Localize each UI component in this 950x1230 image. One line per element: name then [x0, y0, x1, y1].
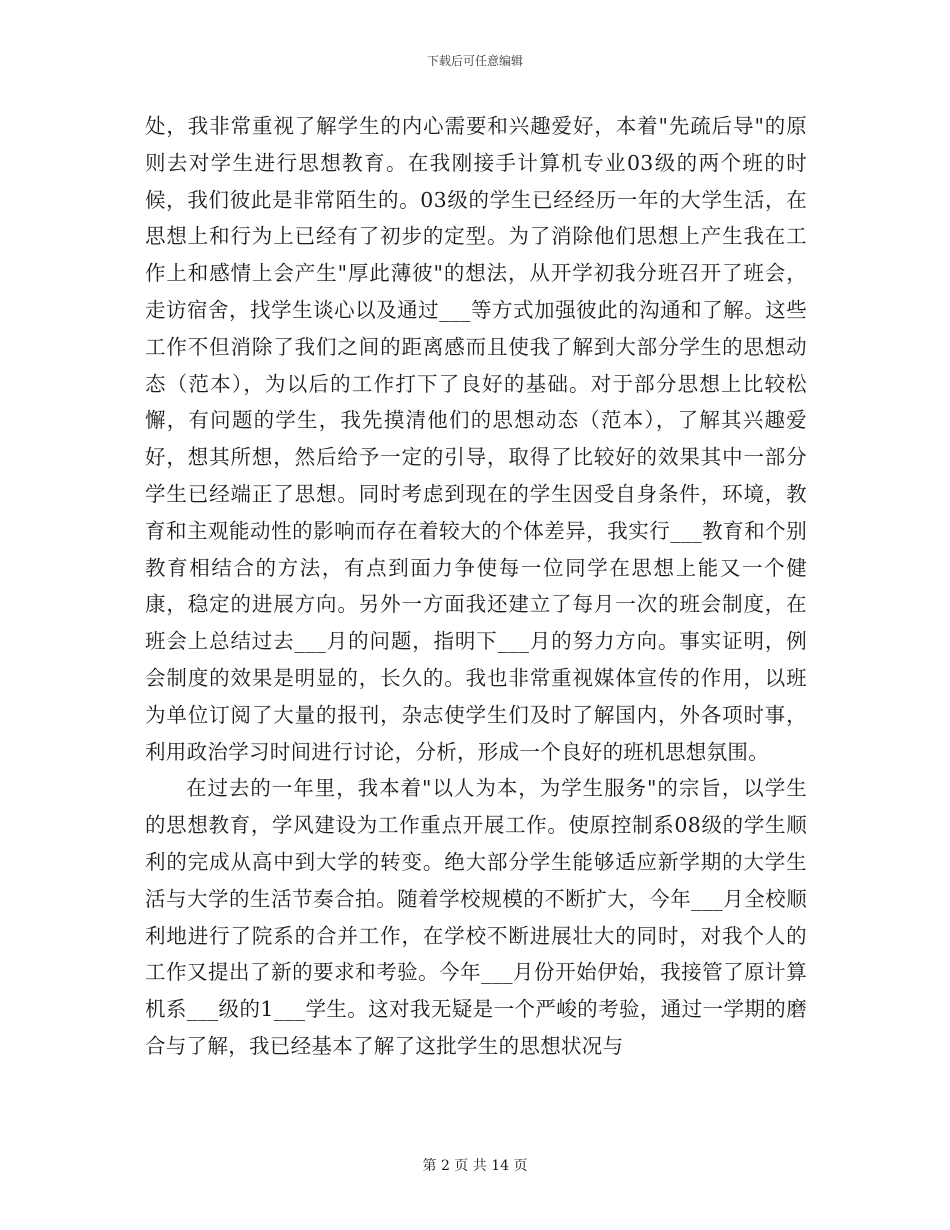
page-header: 下载后可任意编辑	[426, 54, 523, 68]
document-body	[145, 108, 807, 1065]
paragraph-2: 在过去的一年里，我本着"以人为本，为学生服务"的宗旨，以学生的思想教育，学风建设为工作重点开展工作。使原控制系08级的学生顺利的完成从高中到大学的转变。绝大部分学生能够适应新学期的大学生活与大学的生活节奏合拍。随着学校规模的不断扩大，今年___月全校顺利地进行了院系的合并工作，在学校不断进展壮大的同时，对我个人的工作又提出了新的要求和考验。今年___月份开始伊始，我接管了原计算机系___级的1___学生。这对我无疑是一个严峻的考验，通过一学期的磨合与了解，我已经基本了解了这批学生的思想状况与	[145, 776, 807, 1058]
page-footer: 第 2 页 共 14 页	[422, 1158, 528, 1174]
paragraph-1: 处，我非常重视了解学生的内心需要和兴趣爱好，本着"先疏后导"的原则去对学生进行思想教育。在我刚接手计算机专业03级的两个班的时候，我们彼此是非常陌生的。03级的学生已经经历一年的大学生活，在思想上和行为上已经有了初步的定型。为了消除他们思想上产生我在工作上和感情上会产生"厚此薄彼"的想法，从开学初我分班召开了班会，走访宿舍，找学生谈心以及通过___等方式加强彼此的沟通和了解。这些工作不但消除了我们之间的距离感而且使我了解到大部分学生的思想动态（范本），为以后的工作打下了良好的基础。对于部分思想上比较松懈，有问题的学生，我先摸清他们的思想动态（范本），了解其兴趣爱好，想其所想，然后给予一定的引导，取得了比较好的效果其中一部分学生已经端正了思想。同时考虑到现在的学生因受自身条件，环境，教育和主观能动性的影响而存在着较大的个体差异，我实行___教育和个别教育相结合的方法，有点到面力争使每一位同学在思想上能又一个健康，稳定的进展方向。另外一方面我还建立了每月一次的班会制度，在班会上总结过去___月的问题，指明下___月的努力方向。事实证明，例会制度的效果是明显的，长久的。我也非常重视媒体宣传的作用，以班为单位订阅了大量的报刊，杂志使学生们及时了解国内，外各项时事，利用政治学习时间进行讨论，分析，形成一个良好的班机思想氛围。	[145, 114, 807, 764]
